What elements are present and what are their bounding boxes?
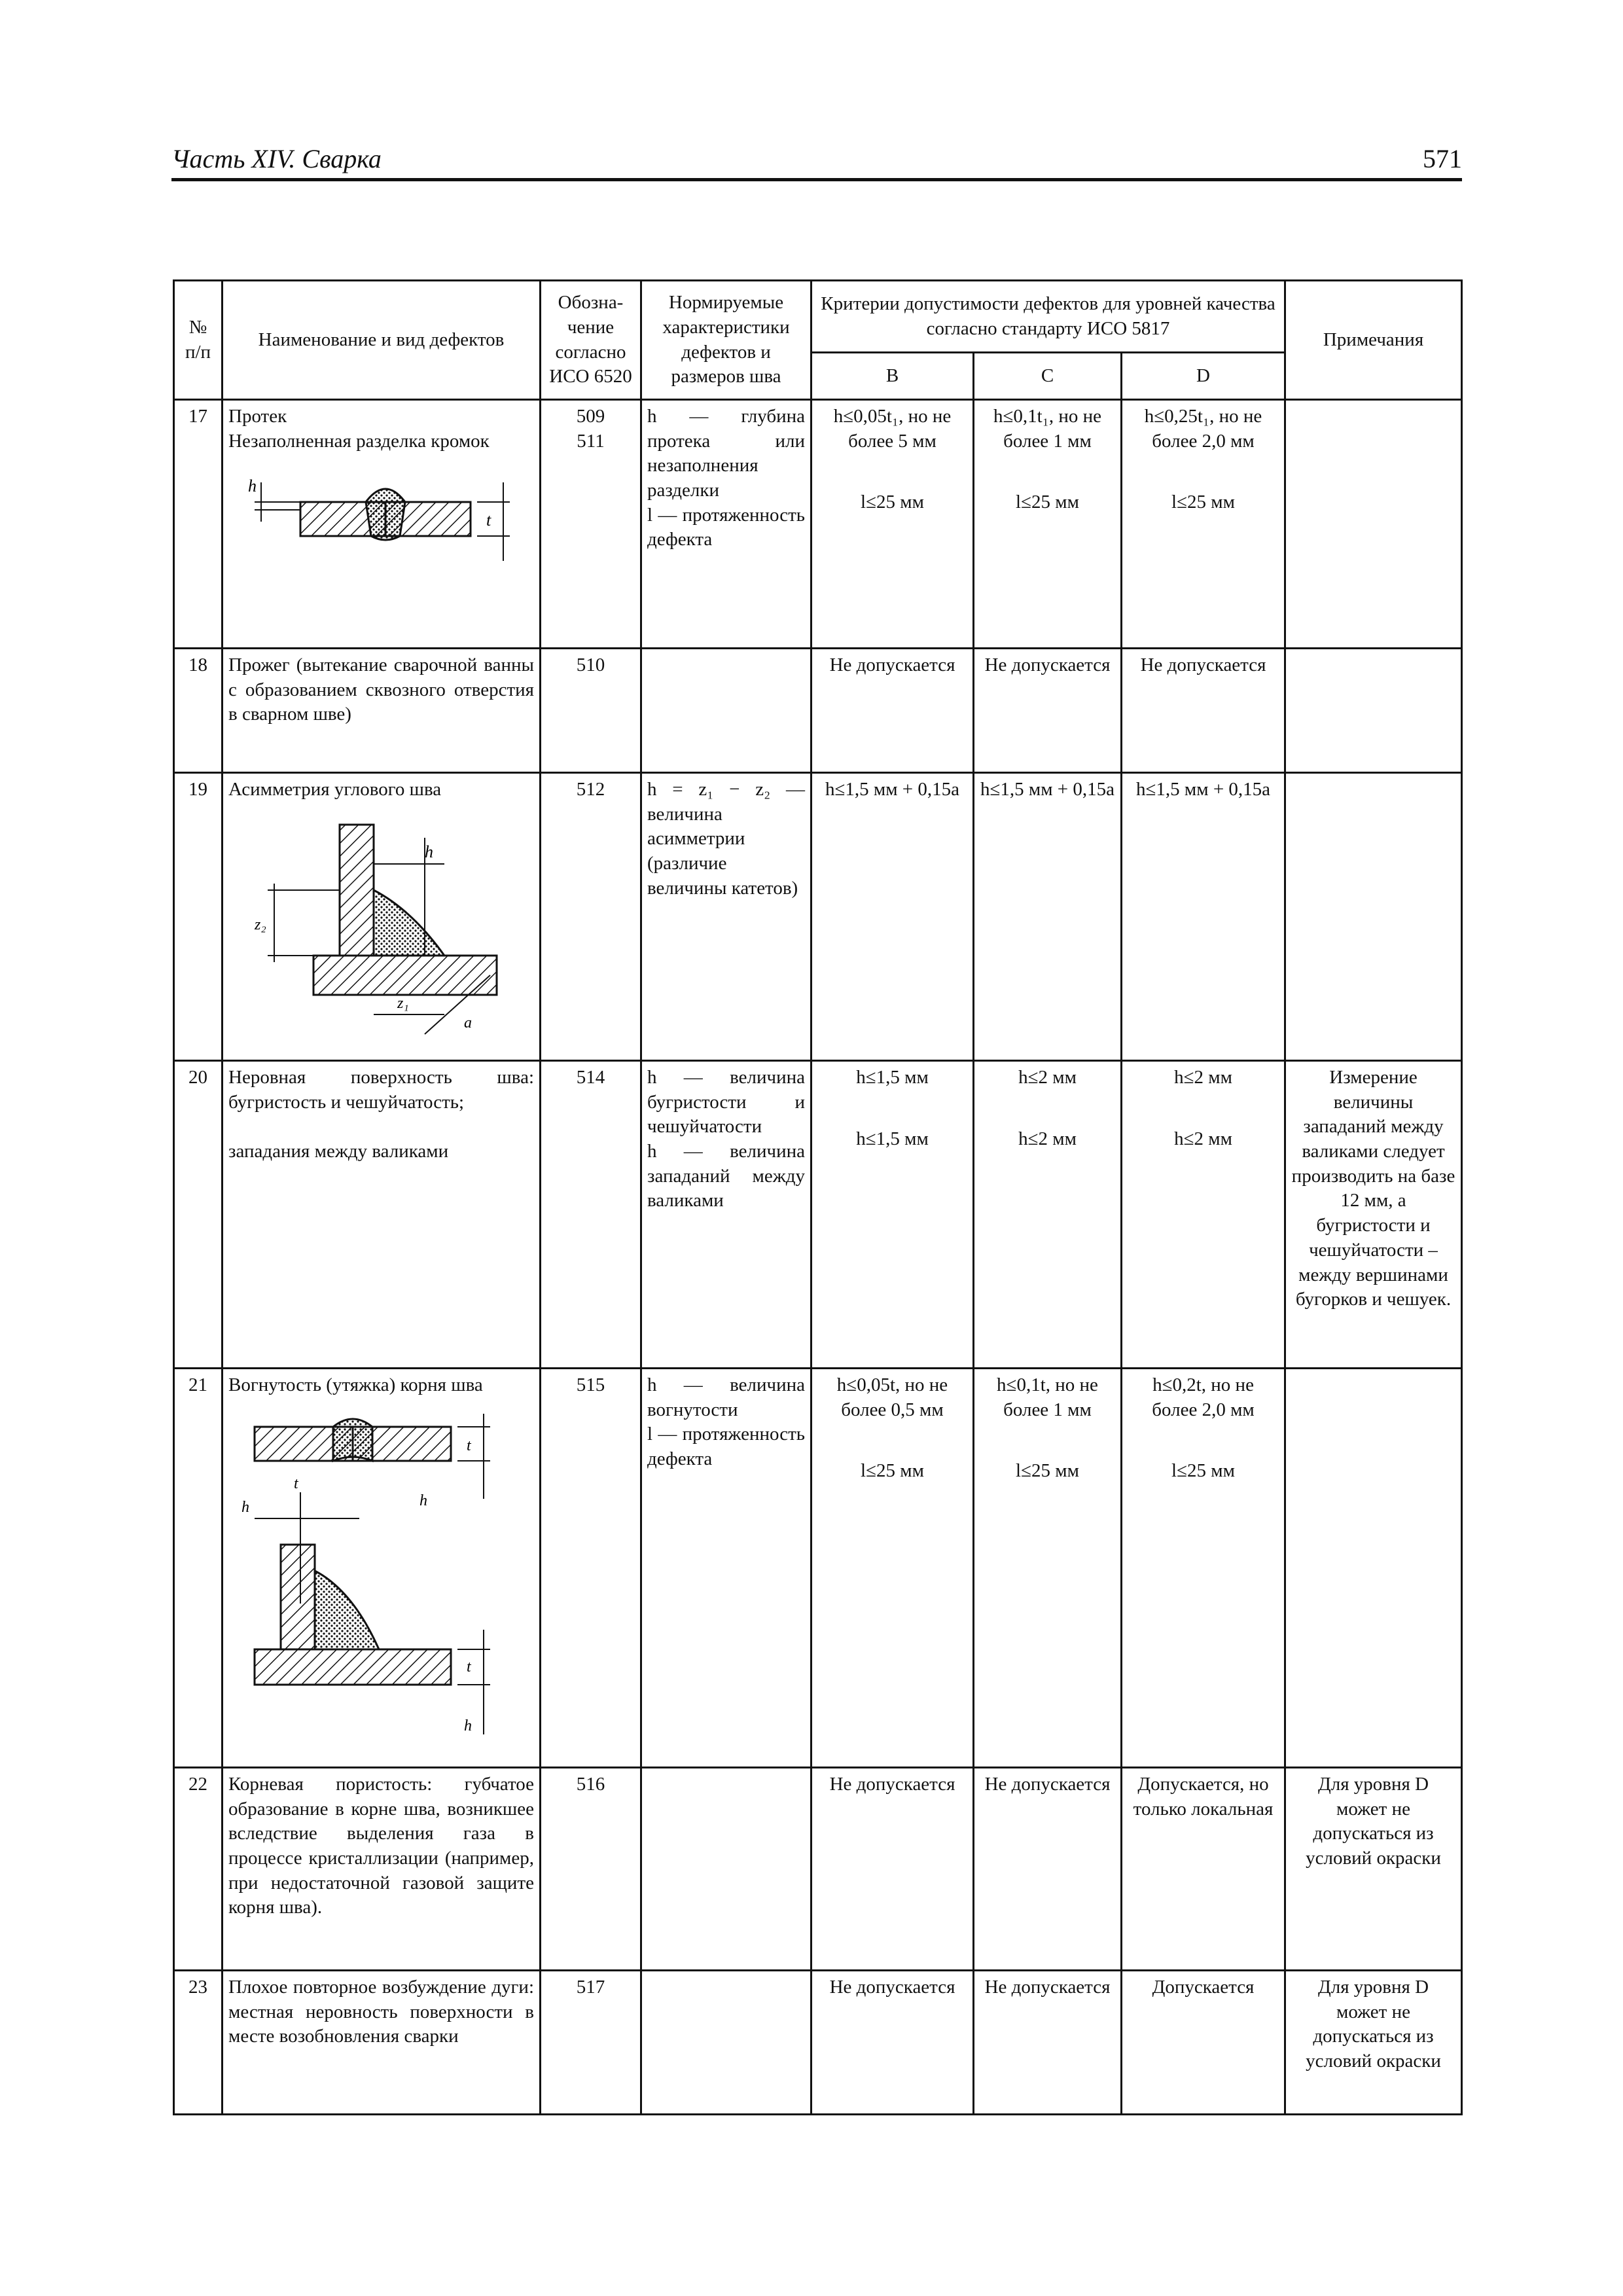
col-header-notes: Примечания (1285, 281, 1462, 400)
row-number-cell (174, 1971, 223, 2115)
criterion-c-cell (974, 1369, 1122, 1768)
defect-name-cell (223, 400, 541, 649)
row-number: 17 (188, 406, 207, 427)
defect-name: Неровная поверхность шва: бугристость и чешуйчатость; западания между валиками (228, 1067, 534, 1162)
row-number-cell (174, 1768, 223, 1971)
row-number: 21 (188, 1374, 207, 1395)
defects-table (173, 279, 1463, 2115)
defect-name: Прожег (вытекание сварочной ванны с образованием сквозного отверстия в сварном шве) (228, 655, 534, 725)
row-number: 18 (188, 655, 207, 675)
criterion-c-cell (974, 649, 1122, 773)
table-row (174, 649, 1462, 773)
characteristics-cell (641, 773, 812, 1061)
criterion-value: h≤1,5 мм + 0,15a (1135, 779, 1271, 800)
col-header-num: № п/п (174, 281, 223, 400)
iso-code-cell (541, 1061, 641, 1369)
criterion-value: h≤0,05t₁, но не более 5 мм (833, 406, 952, 452)
svg-text:h: h (419, 1492, 427, 1509)
characteristics-cell (641, 400, 812, 649)
defect-name: Корневая пористость: губчатое образование в корне шва, возникшее вследствие выделения газа в процессе кристаллизации (например, при недостаточной газовой защите корня шва). (228, 1774, 534, 1918)
note-cell (1285, 1061, 1462, 1369)
header-row (174, 281, 1462, 353)
svg-text:t: t (294, 1475, 298, 1492)
criterion-b-cell (812, 1768, 974, 1971)
criterion-value: h≤2 мм (1174, 1067, 1232, 1088)
criterion-d-cell (1122, 649, 1285, 773)
criterion-value: Не допускается (1140, 655, 1266, 675)
table-row (174, 773, 1462, 1061)
criterion-value: h≤2 мм (1018, 1128, 1077, 1149)
criterion-value: Не допускается (984, 1774, 1111, 1795)
svg-text:h: h (464, 1717, 472, 1734)
col-header-level-b: B (812, 353, 974, 400)
table-row (174, 1971, 1462, 2115)
page-number: 571 (1423, 144, 1462, 173)
criterion-b-cell (812, 773, 974, 1061)
criterion-value: Не допускается (829, 1774, 955, 1795)
characteristics-cell (641, 1768, 812, 1971)
iso-code: 515 (576, 1374, 605, 1395)
criterion-value: h≤2 мм (1018, 1067, 1077, 1088)
defect-name: Вогнутость (утяжка) корня шва (228, 1374, 483, 1395)
note-cell (1285, 1369, 1462, 1768)
table-body (174, 400, 1462, 2115)
characteristics: h = z₁ − z₂ — величина асимметрии (различие величины катетов) (647, 779, 805, 899)
criterion-b-cell (812, 1369, 974, 1768)
iso-code: 514 (576, 1067, 605, 1088)
characteristics: h — глубина протека или незаполнения разделки l — протяженность дефекта (647, 406, 805, 550)
note-text: Измерение величины западаний между валиками следует производить на базе 12 мм, а бугристости и чешуйчатости – между вершинами бугорков и чешуек. (1291, 1067, 1455, 1310)
criterion-value: Не допускается (984, 1977, 1111, 1998)
row-number: 19 (188, 779, 207, 800)
svg-text:h: h (248, 476, 257, 496)
iso-code: 517 (576, 1977, 605, 1998)
row-number-cell (174, 773, 223, 1061)
iso-code-cell (541, 1768, 641, 1971)
criterion-value: Не допускается (829, 655, 955, 675)
svg-text:t: t (467, 1658, 471, 1676)
row-number-cell (174, 649, 223, 773)
characteristics: h — величина вогнутости l — протяженность дефекта (647, 1374, 805, 1470)
note-cell (1285, 649, 1462, 773)
criterion-value: Не допускается (984, 655, 1111, 675)
iso-code: 512 (576, 779, 605, 800)
criterion-value: Не допускается (829, 1977, 955, 1998)
criterion-d-cell (1122, 1768, 1285, 1971)
criterion-c-cell (974, 1061, 1122, 1369)
criterion-c-cell (974, 400, 1122, 649)
criterion-d-cell (1122, 1061, 1285, 1369)
criterion-d-cell (1122, 1369, 1285, 1768)
defect-name: Асимметрия углового шва (228, 779, 442, 800)
characteristics-cell (641, 1971, 812, 2115)
criterion-value: h≤0,25t₁, но не более 2,0 мм (1144, 406, 1262, 452)
table-row (174, 1768, 1462, 1971)
table-row (174, 1061, 1462, 1369)
svg-text:h: h (241, 1498, 249, 1516)
svg-text:a: a (464, 1014, 472, 1031)
weld-sketch-underfill (228, 463, 529, 581)
svg-text:z₂: z₂ (255, 916, 266, 933)
criterion-value: Допускается (1152, 1977, 1255, 1998)
criterion-c-cell (974, 773, 1122, 1061)
defect-name-cell (223, 1768, 541, 1971)
criterion-value: Допускается, но только локальная (1133, 1774, 1274, 1820)
criterion-b-cell (812, 400, 974, 649)
col-header-name: Наименование и вид дефектов (223, 281, 541, 400)
criterion-value: h≤1,5 мм + 0,15a (825, 779, 960, 800)
row-number-cell (174, 1369, 223, 1768)
criterion-c-cell (974, 1971, 1122, 2115)
defect-name-cell (223, 1061, 541, 1369)
criterion-value: l≤25 мм (1171, 492, 1235, 513)
svg-text:h: h (425, 842, 433, 861)
criterion-value: h≤1,5 мм + 0,15a (980, 779, 1115, 800)
criterion-value: l≤25 мм (1016, 492, 1079, 513)
iso-code-cell (541, 1369, 641, 1768)
criterion-value: l≤25 мм (1171, 1460, 1235, 1482)
defect-name: Плохое повторное возбуждение дуги: местная неровность поверхности в месте возобновления сварки (228, 1977, 534, 2047)
note-cell (1285, 1971, 1462, 2115)
criterion-value: h≤0,05t, но не более 0,5 мм (836, 1374, 948, 1420)
criterion-b-cell (812, 1061, 974, 1369)
defect-name-cell (223, 1971, 541, 2115)
iso-code: 510 (576, 655, 605, 675)
defect-name: Протек Незаполненная разделка кромок (228, 406, 490, 452)
criterion-d-cell (1122, 773, 1285, 1061)
page-title: Часть XIV. Сварка (171, 144, 382, 173)
row-number: 20 (188, 1067, 207, 1088)
row-number: 22 (188, 1774, 207, 1795)
criterion-d-cell (1122, 400, 1285, 649)
criterion-value: l≤25 мм (1016, 1460, 1079, 1482)
weld-sketch-fillet-asymmetry (228, 812, 529, 1047)
col-header-criteria: Критерии допустимости дефектов для уровней качества согласно стандарту ИСО 5817 (812, 281, 1285, 353)
criterion-b-cell (812, 1971, 974, 2115)
note-text: Для уровня D может не допускаться из условий окраски (1306, 1774, 1441, 1869)
col-header-characteristics: Нормируемые характеристики дефектов и размеров шва (641, 281, 812, 400)
criterion-value: h≤1,5 мм (856, 1128, 929, 1149)
iso-code-cell (541, 649, 641, 773)
criterion-value: h≤0,1t₁, но не более 1 мм (993, 406, 1101, 452)
criterion-value: l≤25 мм (861, 492, 924, 513)
svg-text:z₁: z₁ (397, 994, 409, 1012)
criterion-d-cell (1122, 1971, 1285, 2115)
criterion-value: h≤0,2t, но не более 2,0 мм (1152, 1374, 1255, 1420)
characteristics-cell (641, 1369, 812, 1768)
col-header-designation: Обозна-чение согласно ИСО 6520 (541, 281, 641, 400)
row-number-cell (174, 1061, 223, 1369)
criterion-c-cell (974, 1768, 1122, 1971)
col-header-level-d: D (1122, 353, 1285, 400)
table-row (174, 1369, 1462, 1768)
criterion-value: h≤0,1t, но не более 1 мм (997, 1374, 1098, 1420)
criterion-value: h≤2 мм (1174, 1128, 1232, 1149)
note-cell (1285, 400, 1462, 649)
characteristics-cell (641, 649, 812, 773)
characteristics: h — величина бугристости и чешуйчатости h — величина западаний между валиками (647, 1067, 805, 1211)
note-cell (1285, 1768, 1462, 1971)
header-rule (171, 178, 1462, 181)
note-cell (1285, 773, 1462, 1061)
criterion-value: l≤25 мм (861, 1460, 924, 1482)
criterion-value: h≤1,5 мм (856, 1067, 929, 1088)
iso-code-cell (541, 1971, 641, 2115)
col-header-level-c: C (974, 353, 1122, 400)
defect-name-cell (223, 1369, 541, 1768)
iso-code: 516 (576, 1774, 605, 1795)
iso-code-cell (541, 773, 641, 1061)
row-number-cell (174, 400, 223, 649)
weld-sketch-root-concavity (228, 1407, 529, 1748)
iso-code: 509 511 (576, 406, 605, 452)
defect-name-cell (223, 649, 541, 773)
characteristics-cell (641, 1061, 812, 1369)
defect-name-cell (223, 773, 541, 1061)
svg-text:t: t (486, 511, 491, 530)
table-row (174, 400, 1462, 649)
iso-code-cell (541, 400, 641, 649)
note-text: Для уровня D может не допускаться из условий окраски (1306, 1977, 1441, 2072)
page-header (171, 145, 1462, 177)
svg-text:t: t (467, 1437, 471, 1454)
criterion-b-cell (812, 649, 974, 773)
row-number: 23 (188, 1977, 207, 1998)
